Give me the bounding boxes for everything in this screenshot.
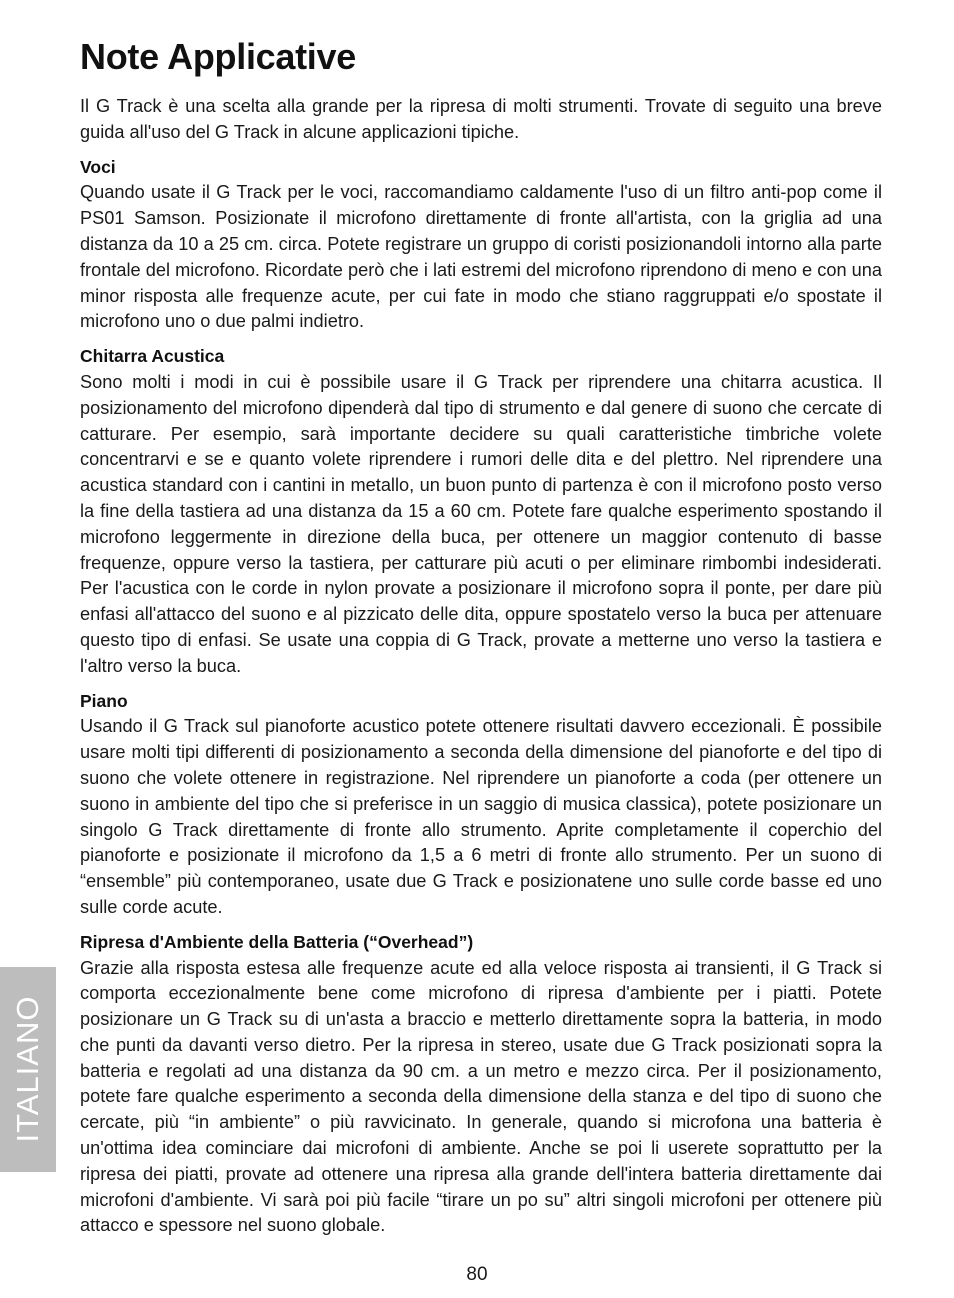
section-voci (80, 155, 882, 336)
section-piano (80, 689, 882, 921)
section-paragraph: Grazie alla risposta estesa alle frequenze acute ed alla veloce risposta ai transienti, il G Track si comporta eccezionalmente bene come microfono di ripresa d'ambiente per i piatti. Potete posizionare un G Track su di un'asta a braccio e metterlo direttamente sopra la batteria, in modo che punti da davanti verso dietro. Per la ripresa in stereo, usate due G Track posizionati sopra la batteria e regolati ad una distanza da 90 cm. a un metro e mezzo circa. Per il posizionamento, potete fare qualche esperimento a seconda della dimensione della stanza e del tipo di suono che cercate, più “in ambiente” o più ravvicinato. In generale, quando si microfona una batteria è un'ottima idea cominciare dai microfoni di ambiente. Anche se poi li userete soprattutto per la ripresa dei piatti, provate ad ottenere una ripresa alla grande dell'intera batteria direttamente dai microfoni d'ambiente. Vi sarà poi più facile “tirare un po su” altri singoli microfoni per ottenere più attacco e spessore nel suono globale. (80, 957, 882, 1236)
language-tab (0, 967, 56, 1172)
section-heading: Ripresa d'Ambiente della Batteria (“Overhead”) (80, 931, 474, 952)
page-title: Note Applicative (80, 36, 356, 77)
section-heading: Chitarra Acustica (80, 346, 225, 367)
section-heading: Voci (80, 156, 116, 177)
page-number: 80 (466, 1264, 488, 1285)
language-tab-label: ITALIANO (10, 995, 45, 1143)
intro-paragraph: Il G Track è una scelta alla grande per la ripresa di molti strumenti. Trovate di seguito una breve guida all'uso del G Track in alcune applicazioni tipiche. (80, 96, 882, 142)
section-chitarra-acustica (80, 344, 882, 679)
document-body (80, 94, 882, 1239)
section-heading: Piano (80, 690, 128, 711)
section-paragraph: Usando il G Track sul pianoforte acustico potete ottenere risultati davvero eccezionali. È possibile usare molti tipi differenti di posizionamento a seconda della dimensione del pianoforte e del tipo di suono che volete ottenere in registrazione. Nel riprendere un pianoforte a coda (per ottenere un suono in ambiente del tipo che si preferisce in un saggio di musica classica), potete posizionare un singolo G Track direttamente di fronte allo strumento. Aprite completamente il coperchio del pianoforte e posizionate il microfono da 1,5 a 6 metri di fronte allo strumento. Per un suono di “ensemble” più contemporaneo, usate due G Track e posizionatene uno sulle corde basse ed uno sulle corde acute. (80, 716, 882, 917)
section-paragraph: Quando usate il G Track per le voci, raccomandiamo caldamente l'uso di un filtro anti-pop come il PS01 Samson. Posizionate il microfono direttamente di fronte all'artista, con la griglia ad una distanza da 10 a 25 cm. circa. Potete registrare un gruppo di coristi posizionandoli intorno alla parte frontale del microfono. Ricordate però che i lati estremi del microfono riprendono di meno e con una minor risposta alle frequenze acute, per cui fate in modo che stiano raggruppati e/o spostate il microfono uno o due palmi indietro. (80, 182, 882, 332)
section-paragraph: Sono molti i modi in cui è possibile usare il G Track per riprendere una chitarra acustica. Il posizionamento del microfono dipenderà dal tipo di strumento e dal genere di suono che cercate di catturare. Per esempio, sarà importante decidere su quali caratteristiche timbriche volete concentrarvi e se e quanto volete riprendere i rumori delle dita e del plettro. Nel riprendere una acustica standard con i cantini in metallo, un buon punto di partenza è con il microfono posto verso la fine della tastiera ad una distanza da 15 a 60 cm. Potete fare qualche esperimento spostando il microfono leggermente in direzione della buca, per ottenere un maggior contenuto di basse frequenze, oppure verso la tastiera, per catturare più acuti o per eliminare rimbombi indesiderati. Per l'acustica con le corde in nylon provate a posizionare il microfono sopra il ponte, per dare più enfasi all'attacco del suono e al pizzicato delle dita, oppure spostatelo verso la buca per attenuare questo tipo di enfasi. Se usate una coppia di G Track, provate a metterne uno verso la tastiera e l'altro verso la buca. (80, 371, 882, 676)
section-overhead (80, 930, 882, 1240)
